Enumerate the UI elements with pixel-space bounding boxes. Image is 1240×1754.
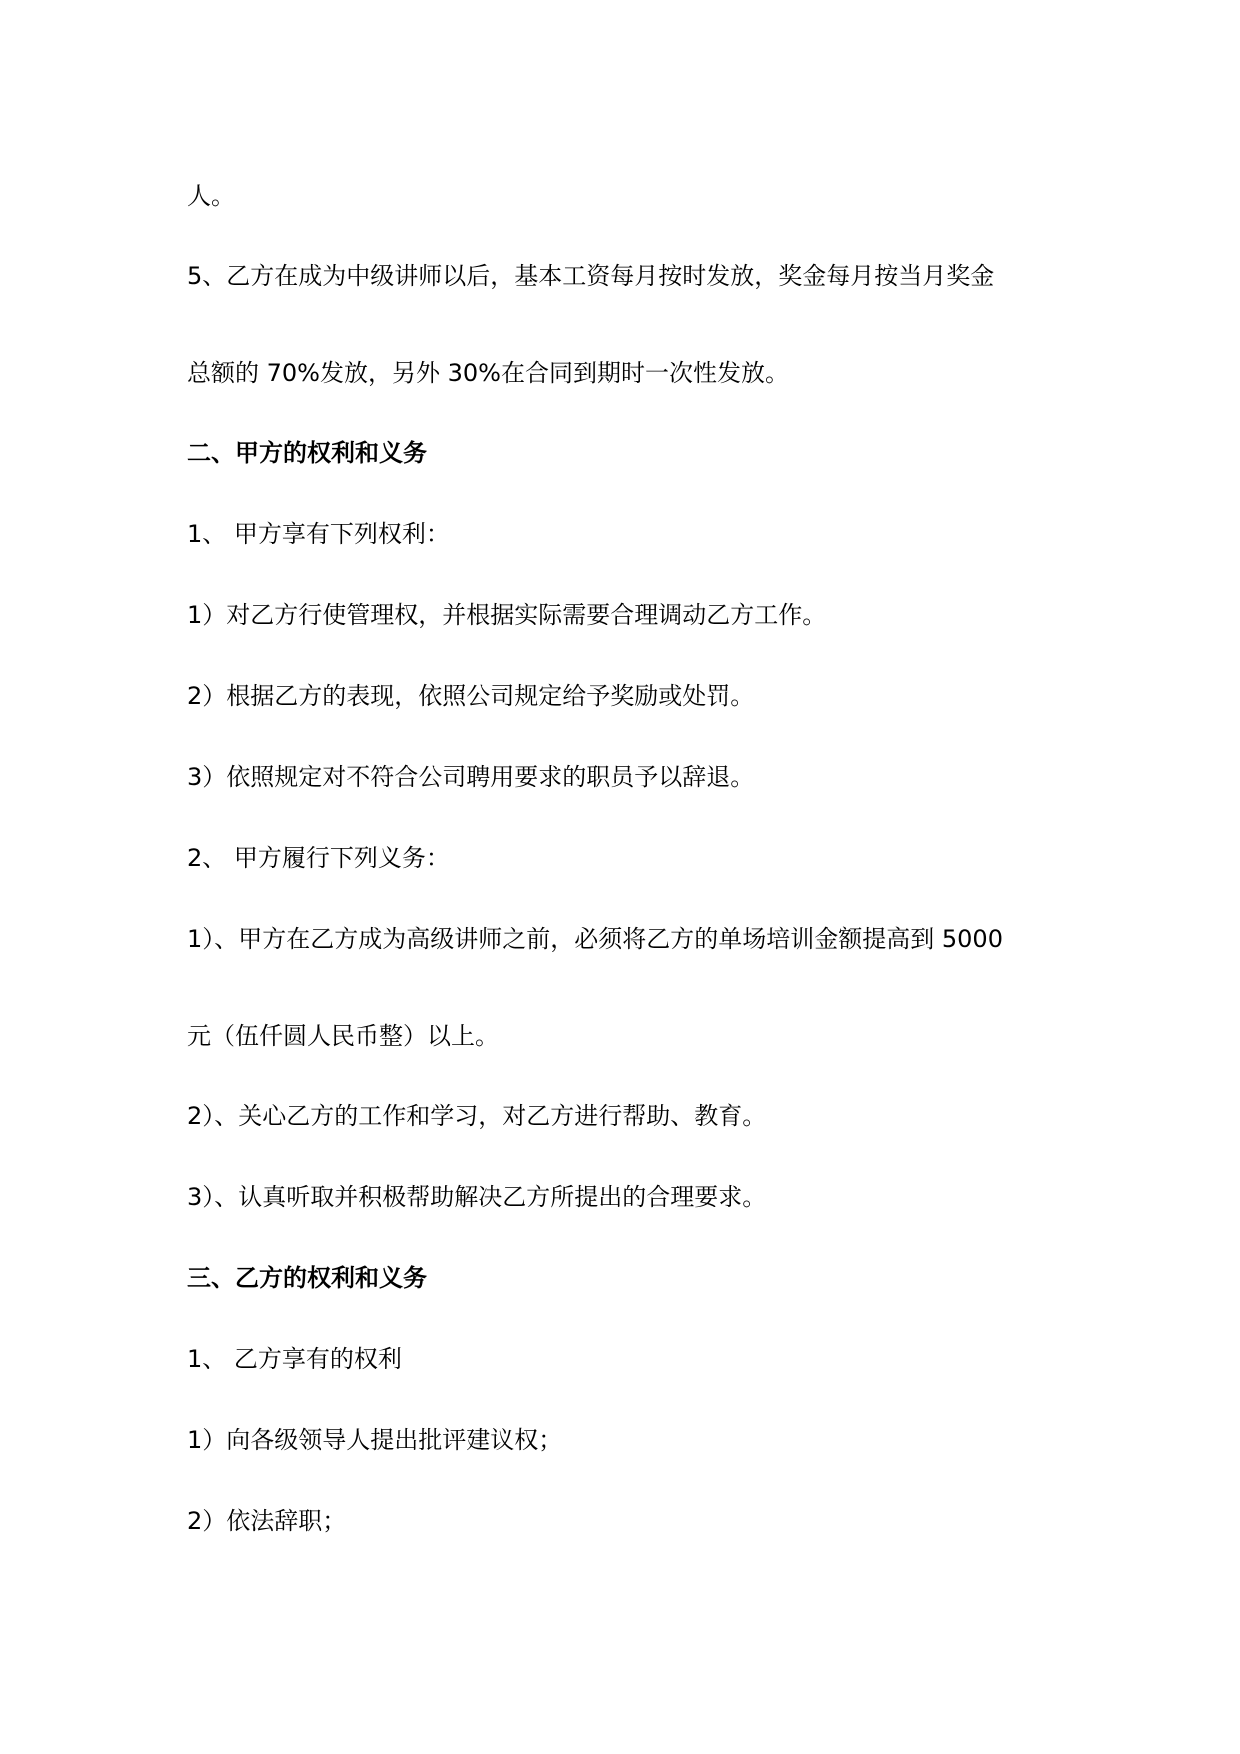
text-line: 2）依法辞职； bbox=[187, 1507, 347, 1535]
text-line: 1、 乙方享有的权利 bbox=[187, 1345, 402, 1373]
text-line: 1）对乙方行使管理权，并根据实际需要合理调动乙方工作。 bbox=[187, 601, 827, 629]
text-line: 1）向各级领导人提出批评建议权； bbox=[187, 1426, 563, 1454]
text-line: 人。 bbox=[187, 182, 235, 210]
text-line: 总额的 70%发放，另外 30%在合同到期时一次性发放。 bbox=[187, 359, 789, 387]
text-line: 5、乙方在成为中级讲师以后，基本工资每月按时发放，奖金每月按当月奖金 bbox=[187, 262, 995, 290]
text-line: 1）、甲方在乙方成为高级讲师之前，必须将乙方的单场培训金额提高到 5000 bbox=[187, 925, 1003, 953]
section-heading: 二、甲方的权利和义务 bbox=[187, 439, 427, 467]
text-line: 2）、关心乙方的工作和学习，对乙方进行帮助、教育。 bbox=[187, 1102, 767, 1130]
text-line: 2、 甲方履行下列义务： bbox=[187, 844, 450, 872]
section-heading: 三、乙方的权利和义务 bbox=[187, 1264, 427, 1292]
text-line: 2）根据乙方的表现，依照公司规定给予奖励或处罚。 bbox=[187, 682, 755, 710]
text-line: 3）、认真听取并积极帮助解决乙方所提出的合理要求。 bbox=[187, 1183, 767, 1211]
text-line: 元（伍仟圆人民币整）以上。 bbox=[187, 1022, 499, 1050]
text-line: 1、 甲方享有下列权利： bbox=[187, 520, 450, 548]
text-line: 3）依照规定对不符合公司聘用要求的职员予以辞退。 bbox=[187, 763, 755, 791]
